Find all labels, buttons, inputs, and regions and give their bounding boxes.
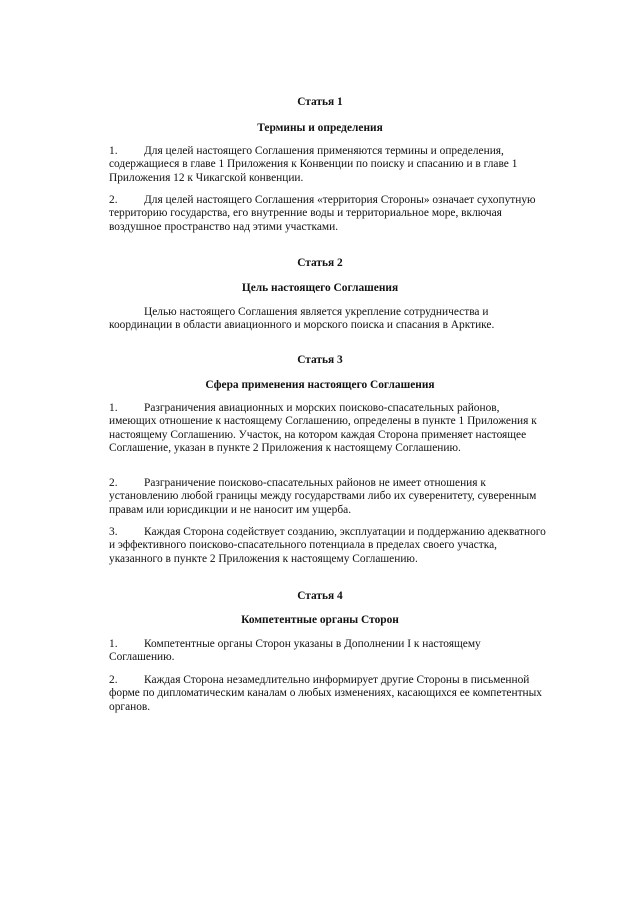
paragraph-number: 3.	[109, 526, 118, 538]
paragraph-text: Компетентные органы Сторон указаны в Дополнении I к настоящему Соглашению.	[109, 638, 481, 664]
article-2-paragraph	[109, 306, 549, 333]
paragraph-number: 1.	[109, 402, 118, 414]
paragraph-number: 1.	[109, 145, 118, 157]
paragraph-text: Целью настоящего Соглашения является укрепление сотрудничества и координации в области авиационного и морского поиска и спасания в Арктике.	[109, 306, 495, 332]
paragraph-text: Разграничение поисково-спасательных районов не имеет отношения к установлению любой границы между государствами либо их суверенитету, суверенным правам или юрисдикции и не наносит им ущерба.	[109, 477, 537, 516]
paragraph-text: Для целей настоящего Соглашения применяются термины и определения, содержащиеся в главе 1 Приложения к Конвенции по поиску и спасанию и в главе 1 Приложения 12 к Чикагской конвенции.	[109, 145, 518, 184]
article-3-paragraph-3	[109, 526, 549, 566]
article-4-number: Статья 4	[297, 590, 343, 602]
article-3-paragraph-1	[109, 402, 549, 455]
article-3-paragraph-2	[109, 477, 549, 517]
paragraph-text: Разграничения авиационных и морских поисково-спасательных районов, имеющих отношение к настоящему Соглашению, определены в пункте 1 Приложения к настоящему Соглашению. Участок, на котором каждая Сторона применяет настоящее Соглашение, указан в пункте 2 Приложения к настоящему Соглашению.	[109, 402, 537, 454]
paragraph-number: 2.	[109, 674, 118, 686]
article-3-number: Статья 3	[297, 354, 343, 366]
article-1-number: Статья 1	[297, 96, 343, 108]
article-4-paragraph-2	[109, 674, 549, 714]
article-4-paragraph-1	[109, 638, 549, 665]
article-2-title: Цель настоящего Соглашения	[241, 282, 399, 294]
article-1-title: Термины и определения	[257, 122, 383, 134]
article-1-paragraph-2	[109, 194, 549, 234]
paragraph-number: 1.	[109, 638, 118, 650]
article-1-paragraph-1	[109, 145, 549, 185]
article-4-title: Компетентные органы Сторон	[241, 614, 399, 626]
paragraph-text: Каждая Сторона незамедлительно информирует другие Стороны в письменной форме по дипломатическим каналам о любых изменениях, касающихся ее компетентных органов.	[109, 674, 542, 713]
paragraph-text: Каждая Сторона содействует созданию, эксплуатации и поддержанию адекватного и эффективного поисково-спасательного потенциала в пределах своего участка, указанного в пункте 2 Приложения к настоящему Соглашению.	[109, 526, 546, 565]
article-2-number: Статья 2	[297, 257, 343, 269]
paragraph-number: 2.	[109, 477, 118, 489]
paragraph-number: 2.	[109, 194, 118, 206]
article-3-title: Сфера применения настоящего Соглашения	[205, 379, 435, 391]
paragraph-text: Для целей настоящего Соглашения «территория Стороны» означает сухопутную территорию государства, его внутренние воды и территориальное море, включая воздушное пространство над этими участками.	[109, 194, 536, 233]
